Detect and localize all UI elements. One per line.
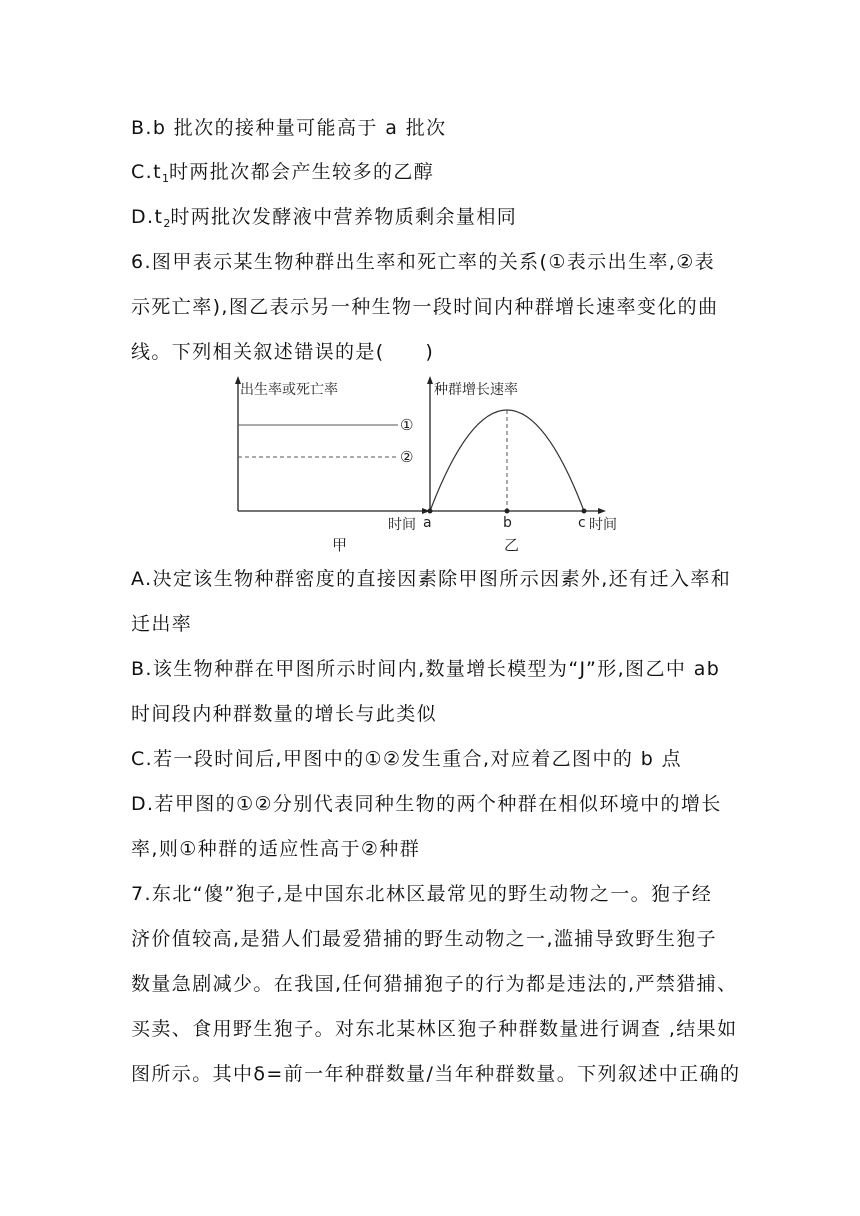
- yi-caption: 乙: [504, 536, 520, 554]
- jia-caption: 甲: [332, 536, 348, 554]
- yi-point-b: [505, 509, 510, 514]
- yi-point-a: [428, 509, 433, 514]
- line-b-option: B.b 批次的接种量可能高于 a 批次: [131, 117, 447, 139]
- q7-line-4: 买卖、食用野生狍子。对东北某林区狍子种群数量进行调查 ,结果如: [131, 1018, 738, 1040]
- q6-line-1: 6.图甲表示某生物种群出生率和死亡率的关系(①表示出生率,②表: [131, 251, 716, 273]
- q6-option-d-2: 率,则①种群的适应性高于②种群: [131, 838, 421, 860]
- q7-line-1: 7.东北“傻”狍子,是中国东北林区最常见的野生动物之一。狍子经: [131, 883, 713, 905]
- q6-option-a-1: A.决定该生物种群密度的直接因素除甲图所示因素外,还有迁入率和: [131, 568, 732, 590]
- d-text: 时两批次发酵液中营养物质剩余量相同: [170, 206, 518, 228]
- yi-x-label: 时间: [589, 517, 617, 533]
- yi-y-label: 种群增长速率: [434, 382, 518, 398]
- q6-line-3: 线。下列相关叙述错误的是( ): [131, 341, 435, 363]
- q6-option-b-2: 时间段内种群数量的增长与此类似: [131, 703, 438, 725]
- q7-line-5: 图所示。其中δ=前一年种群数量/当年种群数量。下列叙述中正确的: [131, 1063, 741, 1085]
- line-c-option: [131, 160, 434, 191]
- q6-option-b-1: B.该生物种群在甲图所示时间内,数量增长模型为“J”形,图乙中 ab: [131, 658, 721, 680]
- q6-option-d-1: D.若甲图的①②分别代表同种生物的两个种群在相似环境中的增长: [131, 793, 722, 815]
- d-subscript: 2: [163, 217, 171, 230]
- c-text: 时两批次都会产生较多的乙醇: [168, 161, 435, 183]
- yi-tick-c: c: [578, 515, 586, 531]
- jia-line-1-label: ①: [400, 416, 414, 434]
- line-d-option: [131, 205, 517, 236]
- q7-line-2: 济价值较高,是猎人们最爱猎捕的野生动物之一,滥捕导致野生狍子: [131, 928, 718, 950]
- q6-line-2: 示死亡率),图乙表示另一种生物一段时间内种群增长速率变化的曲: [131, 296, 719, 318]
- jia-y-label: 出生率或死亡率: [240, 382, 338, 398]
- d-prefix: D.t: [131, 206, 164, 228]
- c-subscript: 1: [161, 172, 169, 185]
- yi-tick-a: a: [423, 515, 432, 531]
- q6-option-c: C.若一段时间后,甲图中的①②发生重合,对应着乙图中的 b 点: [131, 748, 682, 770]
- q6-figure: [228, 372, 628, 558]
- q7-line-3: 数量急剧减少。在我国,任何猎捕狍子的行为都是违法的,严禁猎捕、: [131, 973, 738, 995]
- yi-tick-b: b: [503, 515, 512, 531]
- q6-option-a-2: 迁出率: [131, 613, 193, 635]
- c-prefix: C.t: [131, 161, 162, 183]
- jia-x-label: 时间: [388, 517, 416, 533]
- yi-x-arrow: [598, 508, 606, 514]
- yi-point-c: [582, 509, 587, 514]
- yi-y-arrow: [427, 376, 433, 384]
- jia-line-2-label: ②: [400, 448, 414, 466]
